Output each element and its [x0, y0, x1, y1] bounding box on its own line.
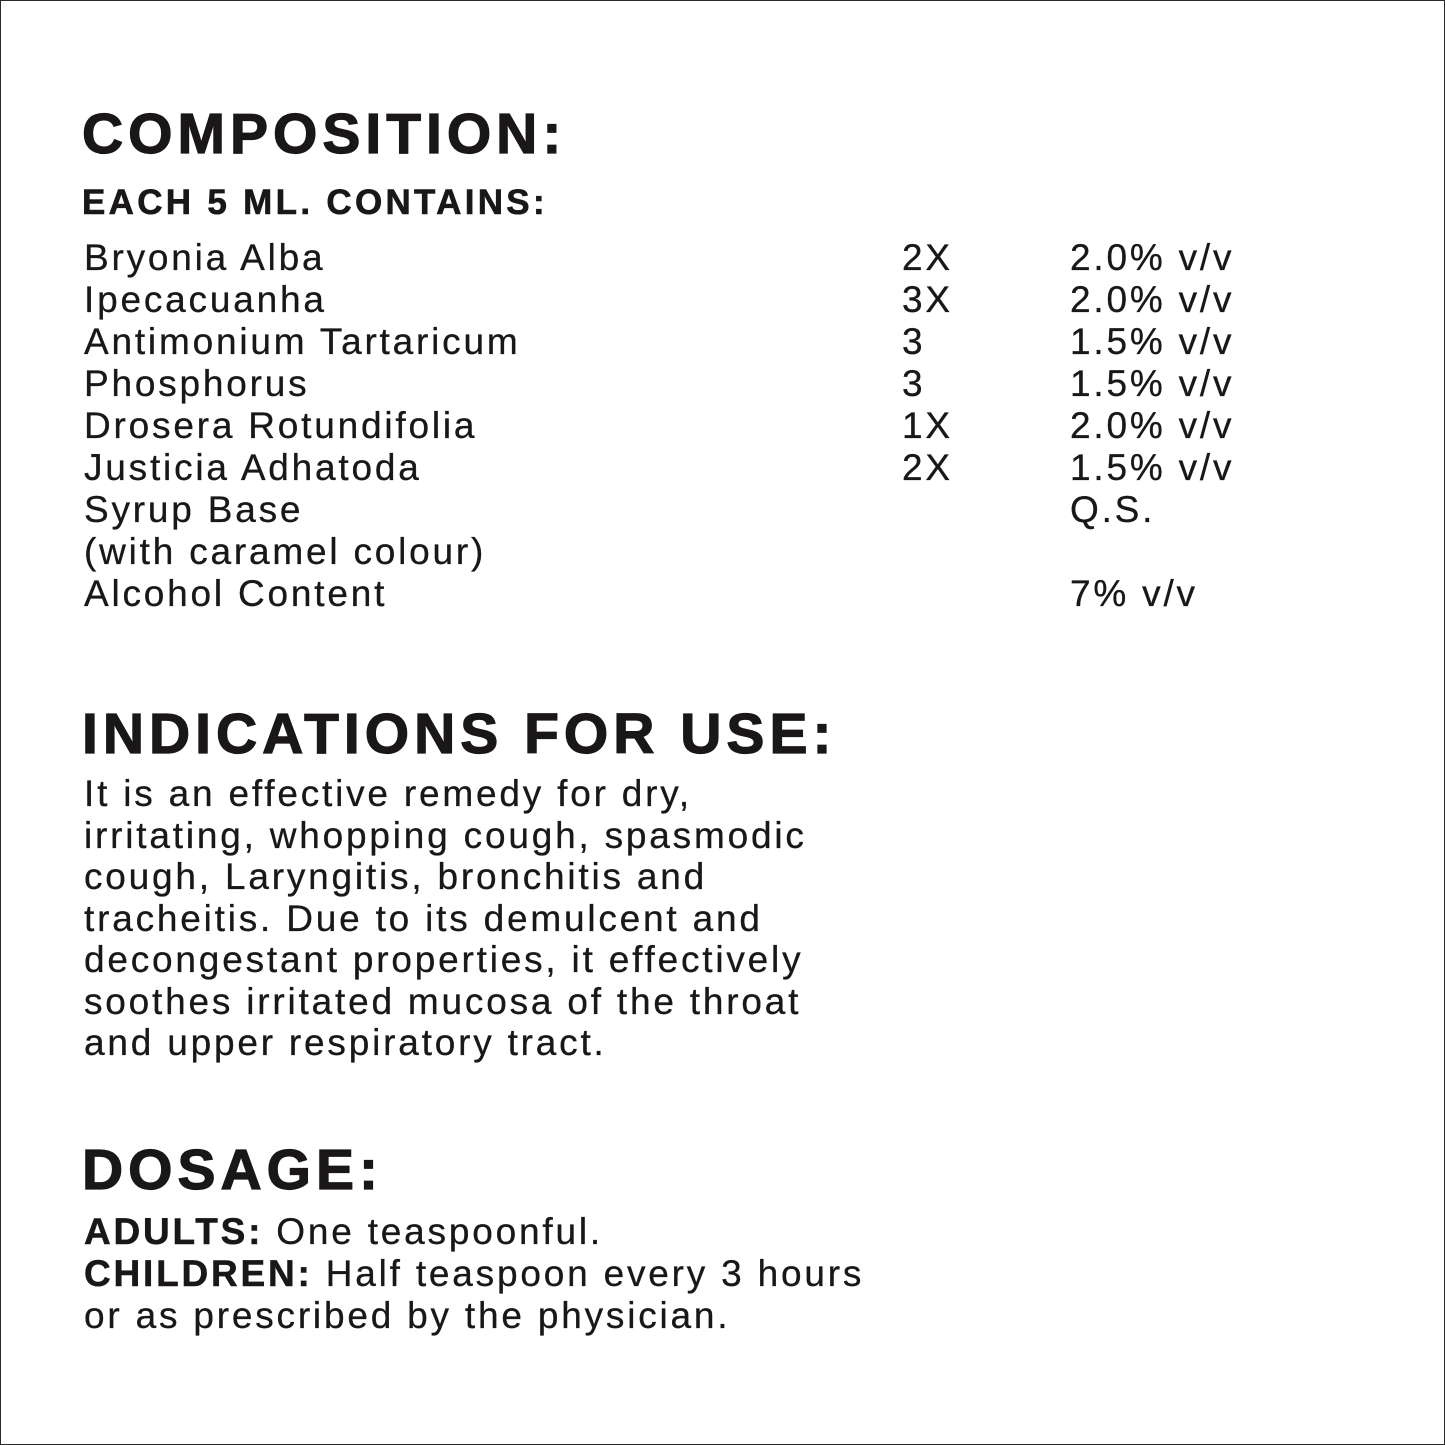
ingredient-name: Drosera Rotundifolia — [84, 405, 478, 446]
composition-row — [84, 405, 1384, 447]
indications-line: cough, Laryngitis, bronchitis and — [84, 856, 708, 897]
ingredient-name: Ipecacuanha — [84, 279, 327, 320]
ingredient-amount: 2.0% v/v — [1070, 279, 1235, 320]
ingredient-potency: 2X — [902, 237, 953, 278]
children-label: CHILDREN: — [84, 1253, 313, 1294]
indications-line: decongestant properties, it effectively — [84, 939, 804, 980]
adults-label: ADULTS: — [84, 1211, 264, 1252]
ingredient-amount: 1.5% v/v — [1070, 363, 1235, 404]
ingredient-name: Justicia Adhatoda — [84, 447, 422, 488]
dosage-paragraph — [84, 1211, 864, 1337]
indications-line: irritating, whopping cough, spasmodic — [84, 814, 807, 856]
indications-line: tracheitis. Due to its demulcent and — [84, 897, 763, 939]
dosage-heading: DOSAGE: — [82, 1138, 384, 1202]
dosage-children-line — [84, 1253, 864, 1295]
ingredient-amount: 1.5% v/v — [1070, 447, 1235, 488]
ingredient-potency: 1X — [902, 405, 953, 446]
ingredient-potency: 3X — [902, 279, 953, 320]
composition-row — [84, 279, 1384, 321]
ingredient-name: (with caramel colour) — [84, 531, 487, 572]
composition-heading: COMPOSITION: — [82, 102, 567, 166]
indications-paragraph — [84, 773, 807, 1064]
children-text: Half teaspoon every 3 hours — [312, 1253, 865, 1294]
ingredient-name: Syrup Base — [84, 489, 304, 530]
ingredient-name: Bryonia Alba — [84, 237, 326, 278]
ingredient-potency: 3 — [902, 321, 926, 362]
composition-row — [84, 447, 1384, 489]
ingredient-name: Antimonium Tartaricum — [84, 321, 521, 362]
indications-line: It is an effective remedy for dry, — [84, 773, 692, 814]
dosage-adults-line — [84, 1211, 864, 1253]
composition-row — [84, 573, 1384, 615]
indications-line: soothes irritated mucosa of the throat — [84, 980, 802, 1022]
ingredient-name: Phosphorus — [84, 363, 310, 404]
ingredient-name: Alcohol Content — [84, 573, 388, 614]
ingredient-potency: 3 — [902, 363, 926, 404]
composition-row — [84, 237, 1384, 279]
dosage-children-line-2: or as prescribed by the physician. — [84, 1295, 731, 1336]
composition-table — [84, 237, 1384, 615]
ingredient-amount: 2.0% v/v — [1070, 237, 1235, 278]
composition-row — [84, 531, 1384, 573]
composition-row — [84, 363, 1384, 405]
adults-text: One teaspoonful. — [263, 1211, 603, 1252]
ingredient-amount: 1.5% v/v — [1070, 321, 1235, 362]
ingredient-amount: 2.0% v/v — [1070, 405, 1235, 446]
indications-heading: INDICATIONS FOR USE: — [82, 702, 837, 766]
ingredient-amount: 7% v/v — [1070, 573, 1198, 614]
ingredient-amount: Q.S. — [1070, 489, 1156, 530]
composition-row — [84, 489, 1384, 531]
ingredient-potency: 2X — [902, 447, 953, 488]
composition-row — [84, 321, 1384, 363]
composition-subheading: EACH 5 ML. CONTAINS: — [82, 183, 548, 222]
indications-line: and upper respiratory tract. — [84, 1022, 607, 1063]
